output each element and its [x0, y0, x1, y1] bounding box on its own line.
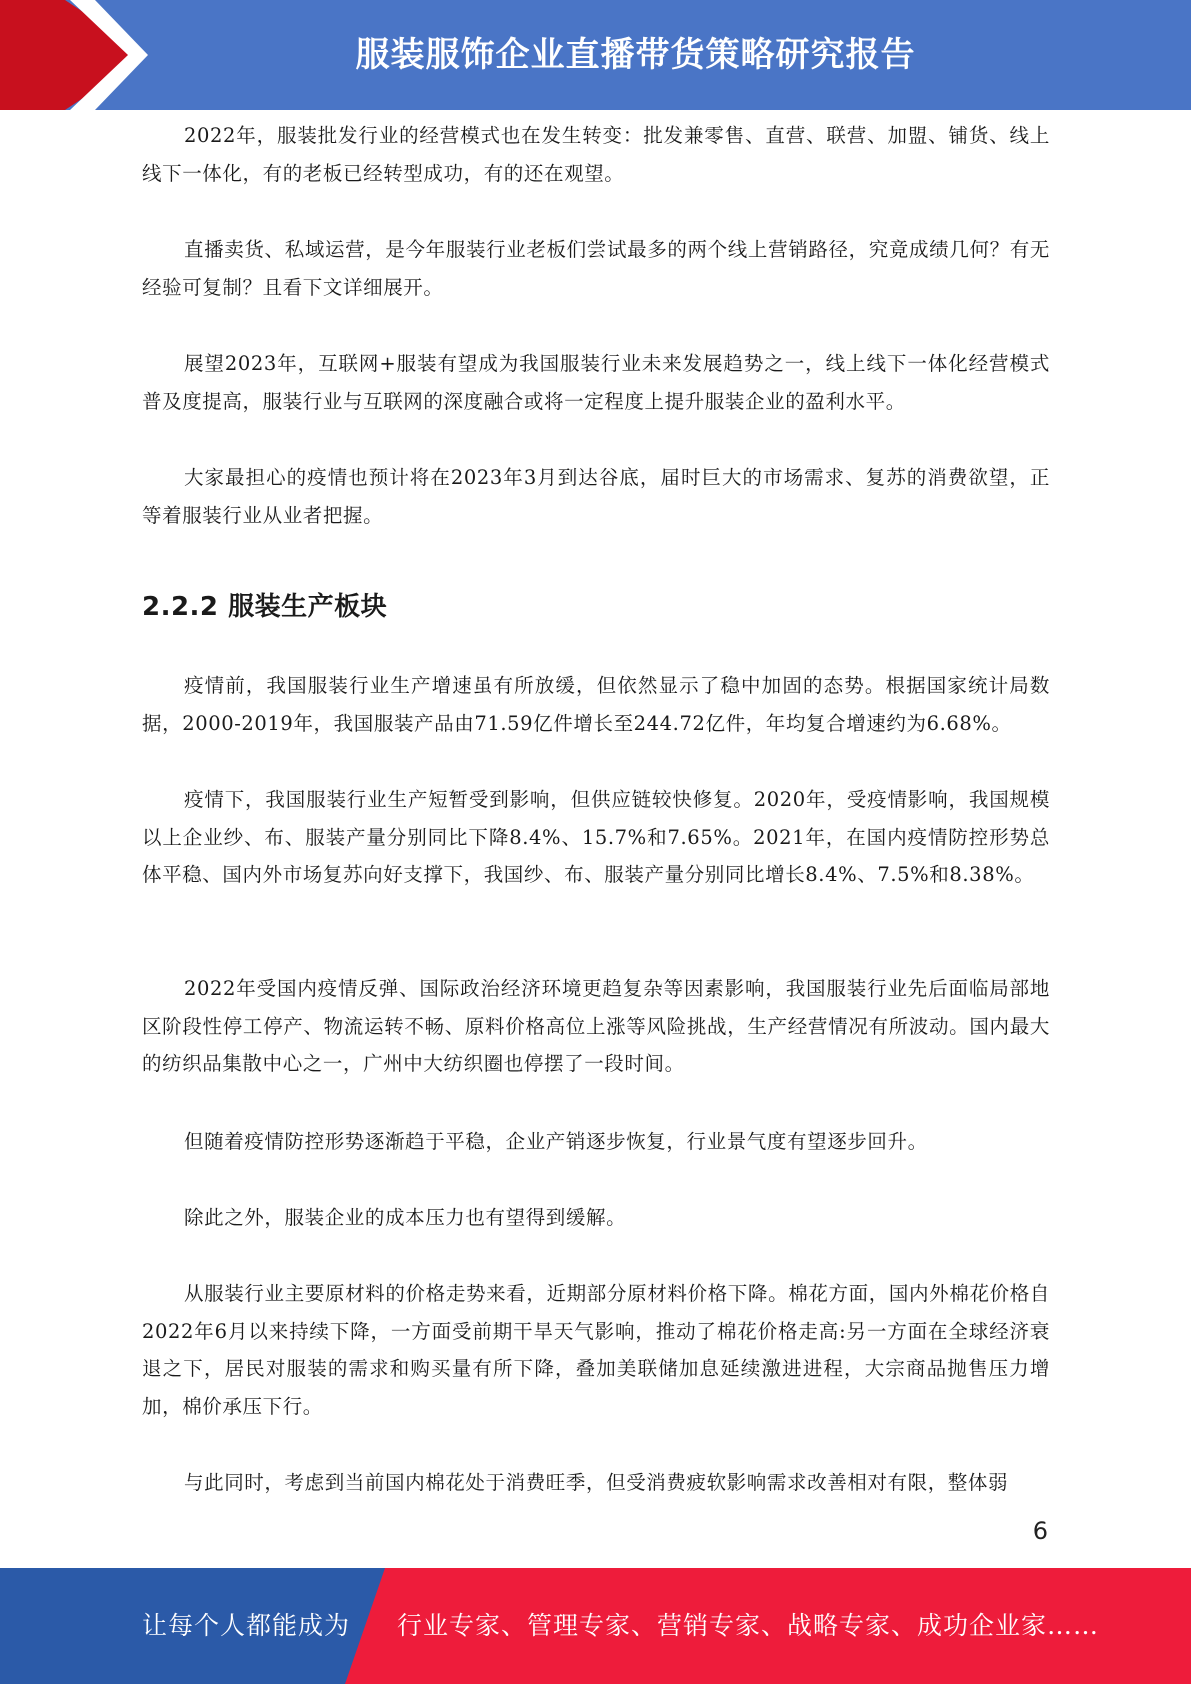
- page-footer: [0, 1568, 1191, 1684]
- paragraph: 疫情前，我国服装行业生产增速虽有所放缓，但依然显示了稳中加固的态势。根据国家统计局数据，2000-2019年，我国服装产品由71.59亿件增长至244.72亿件，年均复合增速约为6.68%。: [142, 674, 1050, 735]
- section-heading: 2.2.2 服装生产板块: [142, 592, 388, 622]
- red-chevron-shape: [0, 0, 148, 110]
- report-title: 服装服饰企业直播带货策略研究报告: [355, 35, 916, 75]
- page-header: [0, 0, 1191, 110]
- paragraph: 2022年受国内疫情反弹、国际政治经济环境更趋复杂等因素影响，我国服装行业先后面临局部地区阶段性停工停产、物流运转不畅、原料价格高位上涨等风险挑战，生产经营情况有所波动。国内最大的纺织品集散中心之一，广州中大纺织圈也停摆了一段时间。: [142, 977, 1050, 1075]
- paragraph: 与此同时，考虑到当前国内棉花处于消费旺季，但受消费疲软影响需求改善相对有限，整体弱: [184, 1471, 1009, 1494]
- paragraph: 2022年，服装批发行业的经营模式也在发生转变：批发兼零售、直营、联营、加盟、铺货、线上线下一体化，有的老板已经转型成功，有的还在观望。: [142, 124, 1050, 185]
- page-number: 6: [1032, 1517, 1048, 1545]
- footer-slogan-left: 让每个人都能成为: [142, 1611, 351, 1640]
- footer-slogan-right: 行业专家、管理专家、营销专家、战略专家、成功企业家……: [397, 1611, 1100, 1640]
- paragraph: 大家最担心的疫情也预计将在2023年3月到达谷底，届时巨大的市场需求、复苏的消费欲望，正等着服装行业从业者把握。: [142, 466, 1050, 527]
- paragraph: 除此之外，服装企业的成本压力也有望得到缓解。: [184, 1206, 627, 1229]
- paragraph: 展望2023年，互联网+服装有望成为我国服装行业未来发展趋势之一，线上线下一体化经营模式普及度提高，服装行业与互联网的深度融合或将一定程度上提升服装企业的盈利水平。: [142, 352, 1050, 413]
- paragraph: 直播卖货、私域运营，是今年服装行业老板们尝试最多的两个线上营销路径，究竟成绩几何？有无经验可复制？且看下文详细展开。: [142, 238, 1050, 299]
- paragraph: 疫情下，我国服装行业生产短暂受到影响，但供应链较快修复。2020年，受疫情影响，我国规模以上企业纱、布、服装产量分别同比下降8.4%、15.7%和7.65%。2021年，在国内疫情防控形势总体平稳、国内外市场复苏向好支撑下，我国纱、布、服装产量分别同比增长8.4%、7.5%和8.38%。: [142, 788, 1050, 886]
- paragraph: 从服装行业主要原材料的价格走势来看，近期部分原材料价格下降。棉花方面，国内外棉花价格自2022年6月以来持续下降，一方面受前期干旱天气影响，推动了棉花价格走高:另一方面在全球经济衰退之下，居民对服装的需求和购买量有所下降，叠加美联储加息延续激进进程，大宗商品抛售压力增加，棉价承压下行。: [142, 1282, 1050, 1418]
- paragraph: 但随着疫情防控形势逐渐趋于平稳，企业产销逐步恢复，行业景气度有望逐步回升。: [184, 1130, 928, 1153]
